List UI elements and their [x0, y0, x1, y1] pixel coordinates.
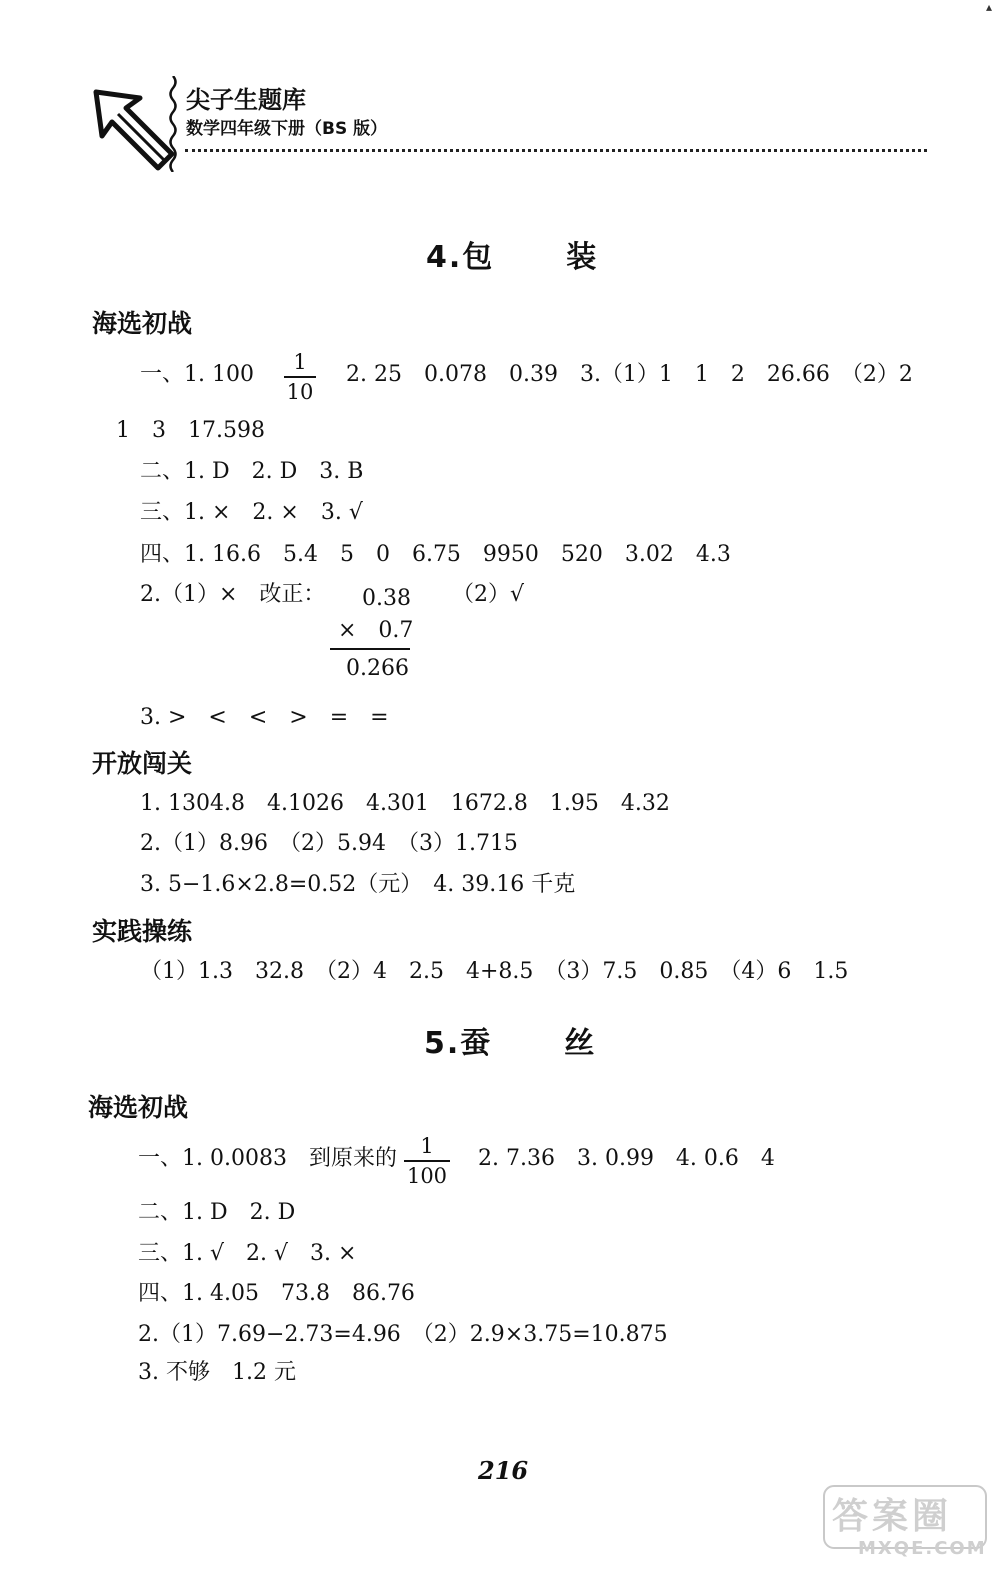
lesson-5-title-char-a: 蚕	[460, 1026, 493, 1061]
header-series-title: 尖子生题库	[186, 86, 306, 114]
wavy-divider-icon	[168, 76, 178, 172]
page-number: 216	[478, 1456, 529, 1485]
lesson-5-title-char-b: 丝	[564, 1026, 597, 1061]
header-subtitle: 数学四年级下册（BS 版）	[186, 119, 388, 139]
answer-line: 二、1. D 2. D 3. B	[140, 459, 364, 484]
lesson-5-number: 5.	[424, 1026, 461, 1061]
answer-line: 四、1. 16.6 5.4 5 0 6.75 9950 520 3.02 4.3	[140, 542, 731, 567]
fraction-denominator: 10	[286, 380, 314, 404]
watermark-url: MXQE.COM	[858, 1538, 987, 1559]
answer-line: 四、1. 4.05 73.8 86.76	[138, 1281, 415, 1306]
answer-line: 2.（1）8.96 （2）5.94 （3）1.715	[140, 831, 518, 856]
answer-line: 2.（1）× 改正：	[140, 582, 326, 607]
answer-line: 3. 不够 1.2 元	[138, 1360, 296, 1385]
answer-line: 2. 25 0.078 0.39 3.（1）1 1 2 26.66 （2）2	[346, 362, 913, 387]
fraction-bar	[404, 1160, 450, 1162]
answer-line: 3. > < < > = =	[140, 705, 389, 730]
answer-line: （2）√	[452, 582, 525, 607]
lesson-5-title	[424, 1018, 596, 1062]
corner-mark: ▴	[986, 0, 993, 14]
answer-line: （1）1.3 32.8 （2）4 2.5 4+8.5 （3）7.5 0.85 （4）6 1.5	[140, 959, 849, 984]
answer-line: 二、1. D 2. D	[138, 1200, 296, 1225]
lesson-4-number: 4.	[426, 240, 463, 275]
fraction-numerator: 1	[293, 350, 307, 374]
header-dotted-rule	[185, 149, 927, 152]
section-heading: 实践操练	[92, 917, 193, 946]
lesson-4-title-char-a: 包	[462, 240, 495, 275]
answer-line: 三、1. √ 2. √ 3. ×	[138, 1241, 357, 1266]
multiplication-rule	[330, 648, 410, 650]
multiplier: × 0.7	[338, 618, 414, 643]
answer-line: 2.（1）7.69−2.73=4.96 （2）2.9×3.75=10.875	[138, 1322, 668, 1347]
multiplicand: 0.38	[362, 586, 411, 611]
answer-line: 三、1. × 2. × 3. √	[140, 500, 363, 525]
section-heading: 海选初战	[88, 1093, 189, 1122]
answer-line: 2. 7.36 3. 0.99 4. 0.6 4	[478, 1146, 775, 1171]
section-heading: 海选初战	[92, 309, 193, 338]
lesson-4-title-char-b: 装	[566, 240, 599, 275]
fraction	[404, 1134, 450, 1188]
fraction-denominator: 100	[406, 1164, 448, 1188]
fraction-numerator: 1	[420, 1134, 434, 1158]
answer-line: 1 3 17.598	[116, 418, 265, 443]
product: 0.266	[346, 656, 409, 681]
fraction	[284, 350, 316, 404]
answer-line: 1. 1304.8 4.1026 4.301 1672.8 1.95 4.32	[140, 791, 670, 816]
lesson-4-title	[426, 232, 598, 276]
section-heading: 开放闯关	[92, 749, 193, 778]
answer-line: 一、1. 0.0083 到原来的	[138, 1146, 397, 1171]
answer-line: 一、1. 100	[140, 362, 254, 387]
fraction-bar	[284, 376, 316, 378]
arrow-logo-icon	[88, 84, 180, 176]
watermark-text: 答案圈	[832, 1496, 953, 1537]
answer-line: 3. 5−1.6×2.8=0.52（元） 4. 39.16 千克	[140, 872, 576, 897]
